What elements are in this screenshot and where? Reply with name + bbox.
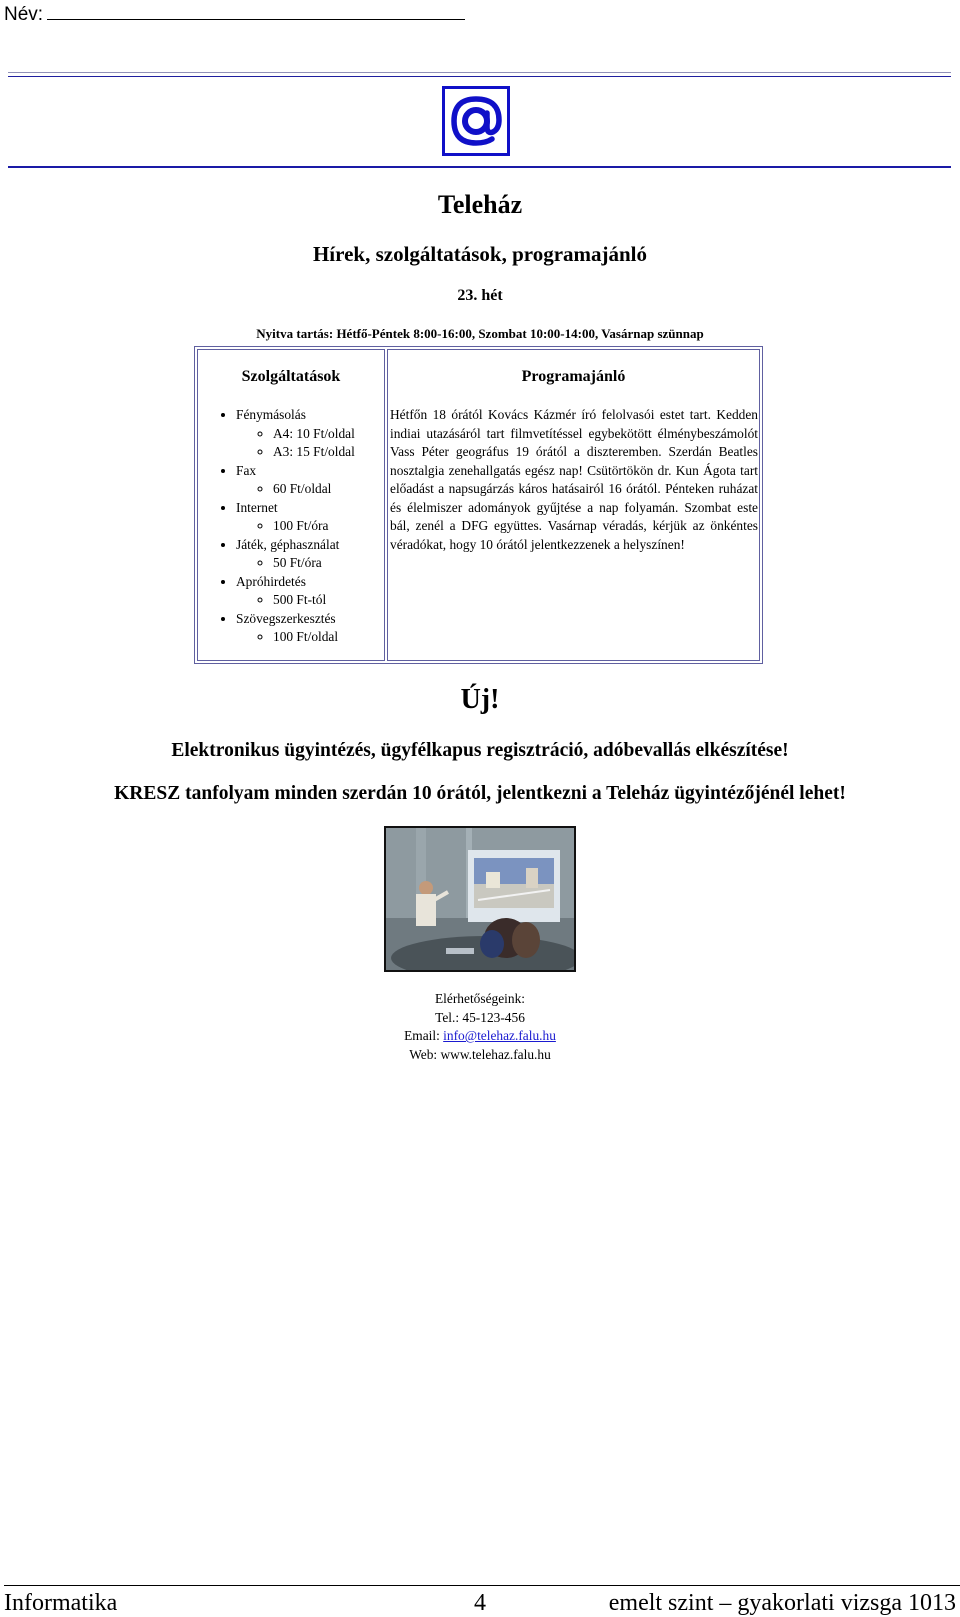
at-sign-icon bbox=[442, 86, 510, 156]
contact-email-line bbox=[0, 1027, 960, 1046]
services-list bbox=[198, 406, 355, 647]
name-label: Név: bbox=[4, 4, 44, 25]
presentation-photo bbox=[384, 826, 576, 972]
footer-exam-info: emelt szint – gyakorlati vizsga 1013 bbox=[608, 1590, 956, 1616]
opening-hours: Nyitva tartás: Hétfő-Péntek 8:00-16:00, Szombat 10:00-14:00, Vasárnap szünnap bbox=[256, 326, 704, 341]
program-text: Hétfőn 18 órától Kovács Kázmér író felolvasói estet tart. Kedden indiai utazásáról tart filmvetítéssel egybekötött élménybeszámolót Vass Péter geográfus 19 órától a diszteremben. Szerdán Beatles nosztalgia zenehallgatás egész nap! Csütörtökön dr. Kun Ágota tart előadást a napsugárzás káros hatásairól 16 órától. Pénteken ruházat és élelmiszer adományok gyűjtése a nap folyamán. Szombat este bál, zenél a DFG együttes. Vasárnap véradás, kérjük az önkéntes véradókat, hogy 10 órától jelentkezzenek a helyszínen! bbox=[390, 407, 758, 552]
page-title: Teleház bbox=[437, 190, 523, 219]
name-field-line bbox=[4, 2, 465, 26]
list-item: ◦ A3: 15 Ft/oldal bbox=[273, 443, 355, 462]
services-heading: Szolgáltatások bbox=[241, 368, 341, 385]
contact-phone: Tel.: 45-123-456 bbox=[435, 1009, 525, 1025]
list-item: • Internet ◦ 100 Ft/óra bbox=[236, 499, 355, 536]
presentation-photo-graphic bbox=[386, 828, 574, 970]
services-cell bbox=[197, 349, 385, 661]
program-cell bbox=[387, 349, 760, 661]
footer-subject: Informatika bbox=[4, 1590, 118, 1616]
news-heading: Új! bbox=[460, 684, 500, 715]
list-item: ◦ 100 Ft/oldal bbox=[273, 628, 355, 647]
program-heading: Programajánló bbox=[521, 368, 626, 385]
list-item: ◦ 50 Ft/óra bbox=[273, 554, 355, 573]
info-table bbox=[194, 346, 763, 664]
contact-email-label: Email: bbox=[404, 1028, 444, 1043]
list-item: ◦ 100 Ft/óra bbox=[273, 517, 355, 536]
news-line-2: KRESZ tanfolyam minden szerdán 10 órától, jelentkezni a Teleház ügyintézőjénél lehet! bbox=[114, 783, 846, 804]
news-line-1: Elektronikus ügyintézés, ügyfélkapus regisztráció, adóbevallás elkészítése! bbox=[171, 740, 789, 761]
list-item: ◦ 500 Ft-tól bbox=[273, 591, 355, 610]
list-item: • Fax ◦ 60 Ft/oldal bbox=[236, 462, 355, 499]
footer-rule bbox=[4, 1585, 960, 1586]
contact-web: Web: www.telehaz.falu.hu bbox=[409, 1046, 551, 1062]
list-item: • Játék, géphasználat ◦ 50 Ft/óra bbox=[236, 536, 355, 573]
top-rule bbox=[8, 72, 951, 77]
list-item: • Apróhirdetés ◦ 500 Ft-tól bbox=[236, 573, 355, 610]
contact-heading: Elérhetőségeink: bbox=[435, 991, 525, 1006]
page-subtitle: Hírek, szolgáltatások, programajánló bbox=[312, 242, 648, 266]
page-number: 4 bbox=[474, 1590, 486, 1616]
contact-block bbox=[0, 990, 960, 1064]
list-item: ◦ 60 Ft/oldal bbox=[273, 480, 355, 499]
list-item: • Szövegszerkesztés ◦ 100 Ft/oldal bbox=[236, 610, 355, 647]
at-sign-icon-graphic bbox=[446, 91, 506, 151]
list-item: ◦ A4: 10 Ft/oldal bbox=[273, 425, 355, 444]
list-item: • Fénymásolás ◦ A4: 10 Ft/oldal ◦ A3: 15 Ft/oldal bbox=[236, 406, 355, 462]
header-rule bbox=[8, 166, 951, 168]
week-label: 23. hét bbox=[457, 287, 503, 304]
name-blank bbox=[47, 2, 465, 20]
email-link[interactable]: info@telehaz.falu.hu bbox=[443, 1028, 556, 1043]
